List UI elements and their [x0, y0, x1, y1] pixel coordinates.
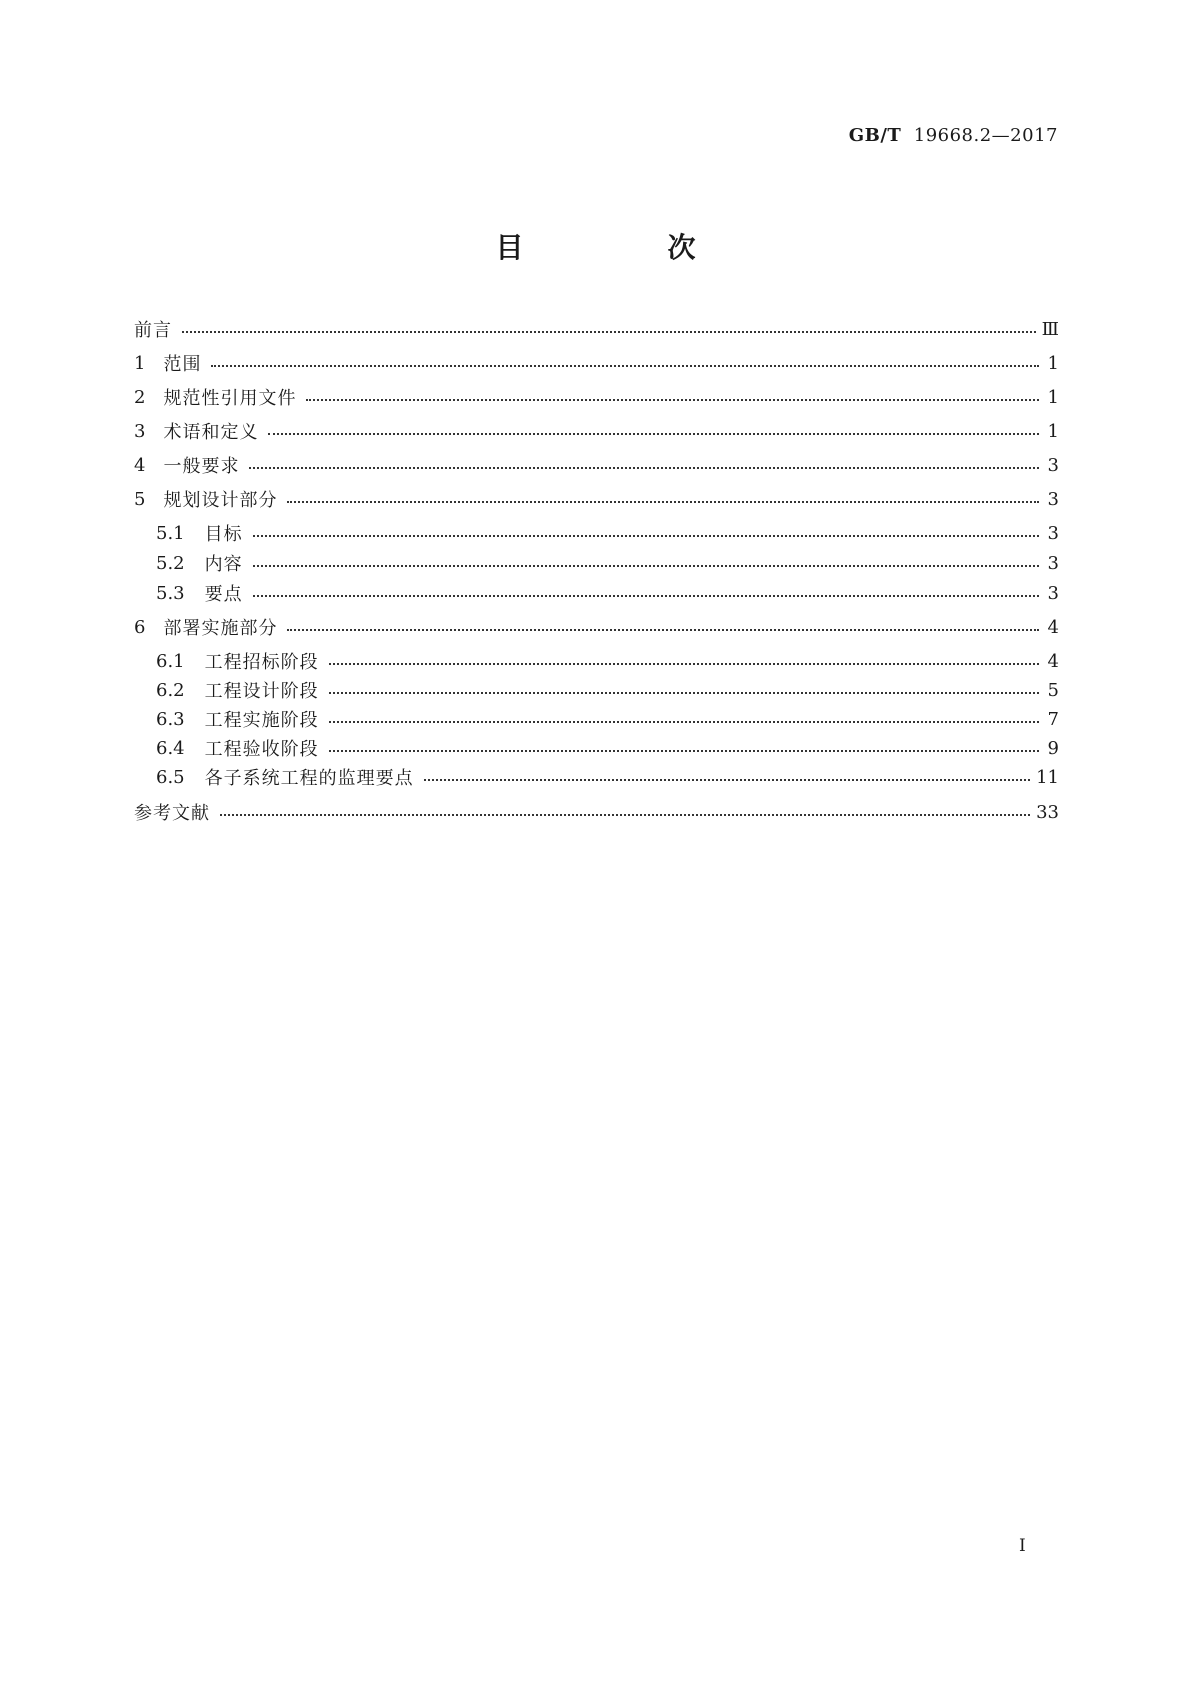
toc-dot-leader [182, 319, 1036, 339]
toc-entry[interactable] [134, 799, 1059, 825]
toc-entry-label: 工程招标阶段 [204, 652, 319, 673]
toc-dot-leader [253, 523, 1039, 543]
toc-entry[interactable] [156, 550, 1059, 576]
toc-dot-leader [287, 489, 1039, 509]
toc-entry-page: 3 [1047, 582, 1059, 604]
toc-entry-label: 要点 [204, 584, 243, 605]
toc-entry[interactable] [134, 486, 1059, 512]
standard-prefix: GB/T [848, 125, 902, 146]
toc-entry-page: 3 [1047, 522, 1059, 544]
toc-dot-leader [329, 709, 1039, 729]
toc-dot-leader [253, 583, 1039, 603]
toc-entry-page: 33 [1036, 801, 1059, 823]
toc-entry-label: 范围 [163, 354, 202, 375]
standard-number: 19668.2—2017 [913, 125, 1058, 146]
toc-entry-label: 工程设计阶段 [204, 681, 319, 702]
toc-entry-label: 规范性引用文件 [163, 388, 297, 409]
toc-entry[interactable] [156, 580, 1059, 606]
toc-dot-leader [329, 680, 1039, 700]
toc-dot-leader [268, 421, 1039, 441]
toc-dot-leader [253, 553, 1039, 573]
toc-dot-leader [424, 767, 1030, 787]
toc-entry-page: 1 [1047, 420, 1059, 442]
toc-entry-page: 3 [1047, 552, 1059, 574]
page-number: Ⅰ [1019, 1536, 1026, 1556]
toc-dot-leader [306, 387, 1039, 407]
toc-entry-number: 6.1 [156, 650, 185, 672]
toc-entry-number: 3 [134, 420, 146, 442]
toc-entry-number: 6.4 [156, 737, 185, 759]
toc-entry-page: 4 [1047, 616, 1059, 638]
toc-entry-number: 5.3 [156, 582, 185, 604]
toc-entry-label: 工程验收阶段 [204, 739, 319, 760]
toc-entry[interactable] [156, 520, 1059, 546]
toc-entry-page: 1 [1047, 386, 1059, 408]
toc-entry[interactable] [134, 350, 1059, 376]
toc-dot-leader [211, 353, 1039, 373]
toc-entry-label: 部署实施部分 [163, 618, 278, 639]
toc-entry[interactable] [156, 648, 1059, 674]
toc-entry[interactable] [134, 316, 1059, 342]
toc-entry-label: 一般要求 [163, 456, 240, 477]
toc-entry-label: 术语和定义 [163, 422, 259, 443]
toc-entry[interactable] [156, 764, 1059, 790]
toc-entry-page: 9 [1047, 737, 1059, 759]
toc-entry-page: 5 [1047, 679, 1059, 701]
toc-title: 目 次 [495, 231, 754, 264]
toc-entry-page: 7 [1047, 708, 1059, 730]
toc-entry-number: 5 [134, 488, 146, 510]
toc-entry-number: 2 [134, 386, 146, 408]
toc-entry-label: 参考文献 [134, 803, 210, 824]
toc-entry[interactable] [134, 418, 1059, 444]
toc-dot-leader [220, 802, 1030, 822]
toc-entry[interactable] [156, 735, 1059, 761]
toc-entry-number: 1 [134, 352, 146, 374]
toc-entry-number: 5.2 [156, 552, 185, 574]
toc-entry-number: 6.5 [156, 766, 185, 788]
toc-dot-leader [329, 651, 1039, 671]
toc-entry-number: 6.2 [156, 679, 185, 701]
toc-entry[interactable] [134, 614, 1059, 640]
toc-entry[interactable] [156, 706, 1059, 732]
standard-code [849, 125, 1058, 146]
toc-entry-number: 6.3 [156, 708, 185, 730]
toc-entry-number: 6 [134, 616, 146, 638]
toc-dot-leader [249, 455, 1039, 475]
toc-entry[interactable] [134, 452, 1059, 478]
toc-entry-page: 1 [1047, 352, 1059, 374]
toc-entry-label: 目标 [204, 524, 243, 545]
toc-entry[interactable] [134, 384, 1059, 410]
toc-entry[interactable] [156, 677, 1059, 703]
toc-entry-page: 3 [1047, 454, 1059, 476]
toc-entry-label: 内容 [204, 554, 243, 575]
toc-entry-label: 前言 [134, 320, 172, 341]
toc-entry-page: 4 [1047, 650, 1059, 672]
toc-entry-label: 工程实施阶段 [204, 710, 319, 731]
toc-entry-page: 11 [1036, 766, 1059, 788]
toc-dot-leader [329, 738, 1039, 758]
toc-entry-label: 规划设计部分 [163, 490, 278, 511]
toc-entry-number: 5.1 [156, 522, 185, 544]
toc-entry-page: 3 [1047, 488, 1059, 510]
toc-dot-leader [287, 617, 1039, 637]
toc-entry-page: Ⅲ [1041, 318, 1059, 340]
toc-entry-label: 各子系统工程的监理要点 [204, 768, 414, 789]
toc-entry-number: 4 [134, 454, 146, 476]
